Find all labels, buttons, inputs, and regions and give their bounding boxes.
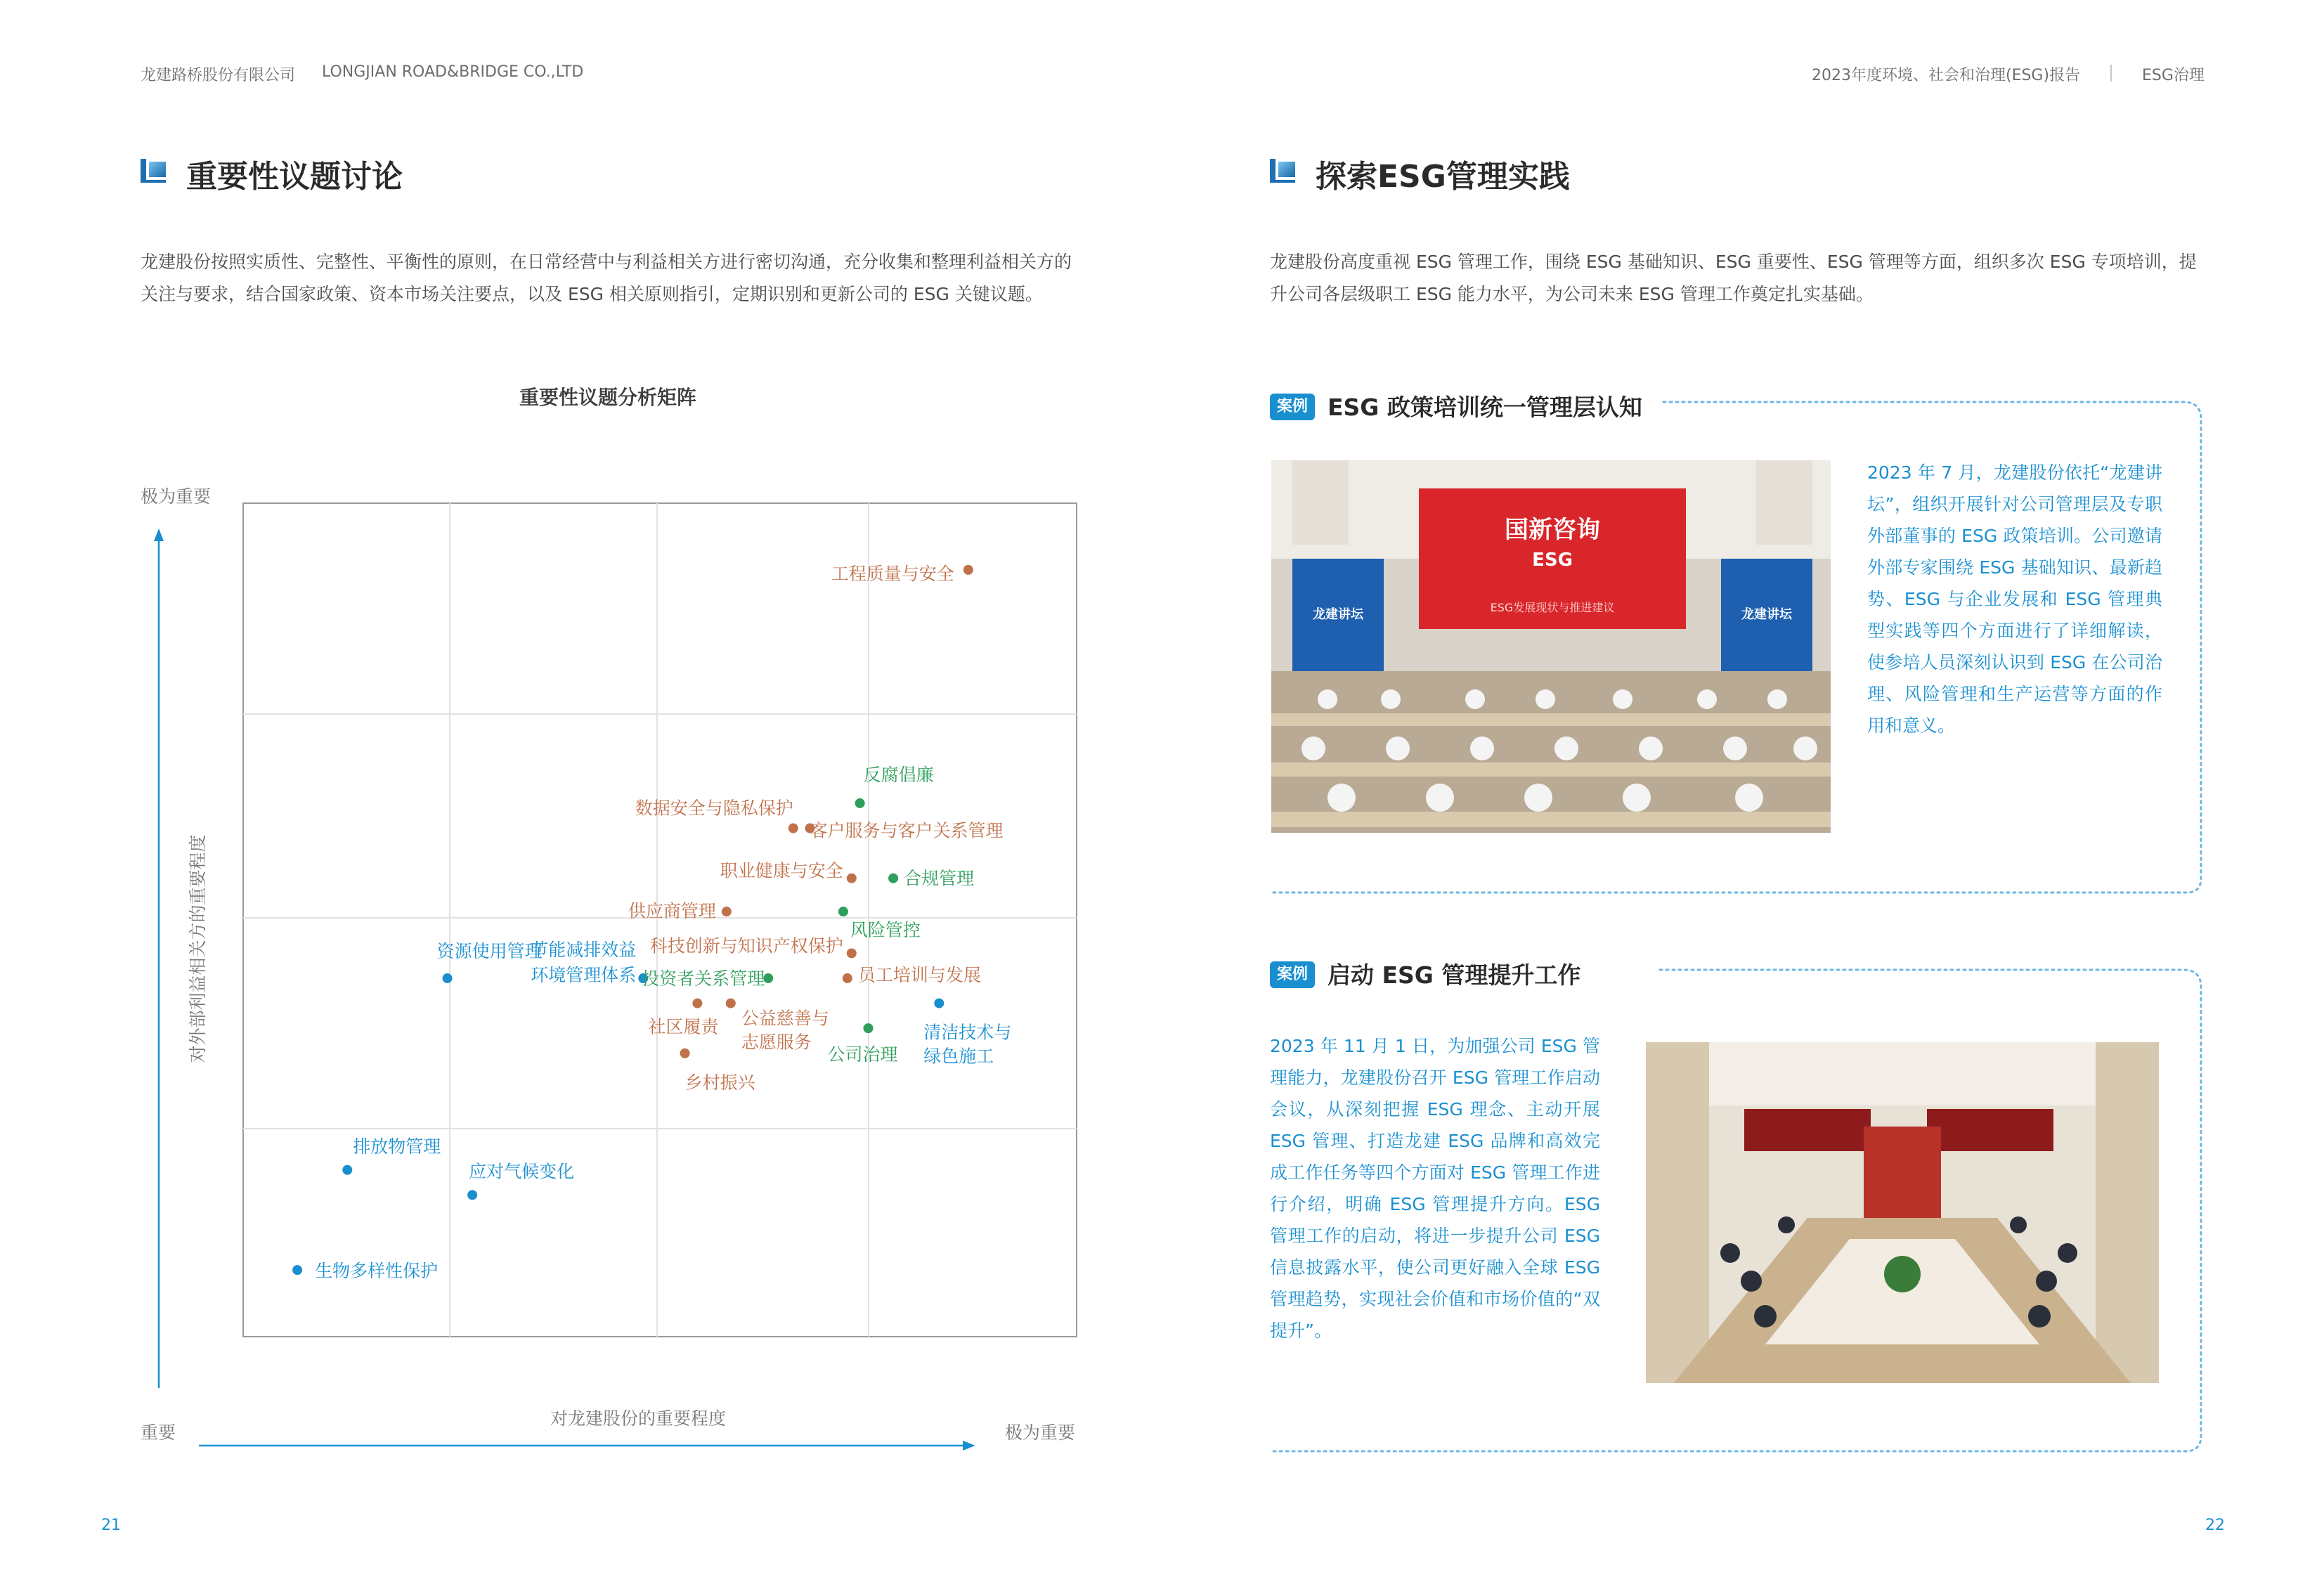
data-label: 清洁技术与 bbox=[923, 1022, 1012, 1043]
header-section: ESG治理 bbox=[2142, 67, 2205, 84]
data-point bbox=[763, 973, 773, 983]
chart-title: 重要性议题分析矩阵 bbox=[519, 386, 697, 409]
header-report-title: 2023年度环境、社会和治理(ESG)报告 bbox=[1812, 67, 2081, 84]
right-section-title: 探索ESG管理实践 bbox=[1316, 159, 1570, 195]
case-title: 启动 ESG 管理提升工作 bbox=[1327, 961, 1581, 989]
data-point bbox=[788, 824, 798, 833]
data-point bbox=[855, 798, 865, 808]
data-point bbox=[963, 565, 973, 575]
y-axis-arrowhead bbox=[154, 528, 164, 541]
case-photo-training bbox=[1271, 460, 1831, 833]
side-screen-text-left: 龙建讲坛 bbox=[1313, 607, 1363, 622]
data-label: 供应商管理 bbox=[628, 901, 716, 922]
data-label: 数据安全与隐私保护 bbox=[635, 798, 793, 819]
data-label: 乡村振兴 bbox=[684, 1072, 755, 1093]
side-screen-text-right: 龙建讲坛 bbox=[1741, 607, 1792, 622]
screen-subtitle: ESG发展现状与推进建议 bbox=[1490, 601, 1615, 614]
screen-text-1: 国新咨询 bbox=[1505, 516, 1600, 544]
case-photo-meeting bbox=[1646, 1042, 2159, 1383]
data-point bbox=[838, 907, 848, 916]
data-label: 排放物管理 bbox=[353, 1136, 441, 1157]
case-title: ESG 政策培训统一管理层认知 bbox=[1327, 394, 1642, 421]
data-point bbox=[692, 999, 702, 1008]
case-badge: 案例 bbox=[1270, 394, 1315, 420]
case-card-1 bbox=[1270, 394, 2205, 894]
data-label: 职业健康与安全 bbox=[720, 860, 843, 881]
data-label: 节能减排效益 bbox=[531, 940, 637, 961]
case-text: 2023 年 7 月，龙建股份依托“龙建讲坛”，组织开展针对公司管理层及专职外部董事的 ESG 政策培训。公司邀请外部专家围绕 ESG 基础知识、最新趋势、ESG 与企业发展和 ESG 管理典型实践等四个方面进行了详细解读，使参培人员深刻认识到 ESG 在公司治理、风险管理和生产运营等方面的作用和意义。 bbox=[1867, 462, 2162, 736]
data-label: 风险管控 bbox=[850, 920, 921, 941]
section-title-icon bbox=[1268, 156, 1297, 184]
data-label: 客户服务与客户关系管理 bbox=[810, 820, 1004, 841]
data-label: 公益慈善与 bbox=[741, 1008, 829, 1029]
left-section-title: 重要性议题讨论 bbox=[186, 159, 403, 195]
case-text: 2023 年 11 月 1 日，为加强公司 ESG 管理能力，龙建股份召开 ESG 管理工作启动会议，从深刻把握 ESG 理念、主动开展 ESG 管理、打造龙建 ESG 品牌和高效完成工作任务等四个方面对 ESG 管理工作进行介绍，明确 ESG 管理提升方向。ESG 管理工作的启动，将进一步提升公司 ESG 信息披露水平，使公司更好融入全球 ESG 管理趋势，实现社会价值和市场价值的“双提升”。 bbox=[1270, 1036, 1600, 1341]
data-label: 科技创新与知识产权保护 bbox=[649, 935, 843, 956]
header-company-en: LONGJIAN ROAD&BRIDGE CO.,LTD bbox=[322, 63, 584, 81]
materiality-matrix bbox=[0, 0, 1160, 1577]
data-label: 应对气候变化 bbox=[469, 1161, 575, 1182]
data-label: 环境管理体系 bbox=[531, 965, 637, 986]
x-low-label: 重要 bbox=[141, 1422, 176, 1443]
data-point bbox=[726, 999, 736, 1008]
x-axis-label: 对龙建股份的重要程度 bbox=[550, 1408, 727, 1429]
data-point bbox=[888, 874, 898, 883]
data-label: 资源使用管理 bbox=[436, 941, 543, 962]
data-label: 公司治理 bbox=[827, 1044, 898, 1065]
y-axis-label: 对外部利益相关方的重要程度 bbox=[188, 834, 208, 1063]
right-intro-paragraph: 龙建股份高度重视 ESG 管理工作，围绕 ESG 基础知识、ESG 重要性、ESG 管理等方面，组织多次 ESG 专项培训，提升公司各层级职工 ESG 能力水平，为公司未来 ESG 管理工作奠定扎实基础。 bbox=[1270, 252, 2197, 304]
case-card-2 bbox=[1270, 961, 2205, 1453]
x-high-label: 极为重要 bbox=[1005, 1422, 1076, 1443]
y-high-label: 极为重要 bbox=[141, 486, 212, 507]
data-label: 生物多样性保护 bbox=[315, 1261, 439, 1282]
case-badge: 案例 bbox=[1270, 961, 1315, 988]
data-label: 合规管理 bbox=[904, 868, 975, 889]
data-label: 绿色施工 bbox=[923, 1046, 994, 1067]
data-point bbox=[680, 1049, 690, 1058]
left-intro-paragraph: 龙建股份按照实质性、完整性、平衡性的原则，在日常经营中与利益相关方进行密切沟通，充分收集和整理利益相关方的关注与要求，结合国家政策、资本市场关注要点，以及 ESG 相关原则指引，定期识别和更新公司的 ESG 关键议题。 bbox=[141, 252, 1072, 304]
header-company-cn: 龙建路桥股份有限公司 bbox=[141, 67, 296, 84]
page-number-left: 21 bbox=[101, 1517, 121, 1534]
x-axis-arrowhead bbox=[963, 1441, 975, 1451]
data-point bbox=[467, 1190, 477, 1200]
page-number-right: 22 bbox=[2205, 1517, 2225, 1534]
header-divider bbox=[2110, 65, 2112, 82]
data-label: 投资者关系管理 bbox=[642, 968, 765, 989]
data-point bbox=[934, 999, 944, 1008]
data-point bbox=[443, 973, 453, 983]
data-label: 员工培训与发展 bbox=[857, 965, 981, 986]
data-label: 工程质量与安全 bbox=[831, 563, 954, 584]
screen-text-2: ESG bbox=[1532, 550, 1573, 571]
data-point bbox=[722, 907, 732, 916]
data-point bbox=[342, 1165, 352, 1175]
data-point bbox=[847, 874, 857, 883]
data-label: 志愿服务 bbox=[741, 1032, 812, 1053]
data-point bbox=[864, 1023, 874, 1033]
data-point bbox=[847, 948, 857, 958]
data-label: 反腐倡廉 bbox=[863, 764, 934, 785]
data-point bbox=[843, 973, 852, 983]
data-label: 社区履责 bbox=[648, 1016, 719, 1037]
data-point bbox=[292, 1265, 302, 1275]
